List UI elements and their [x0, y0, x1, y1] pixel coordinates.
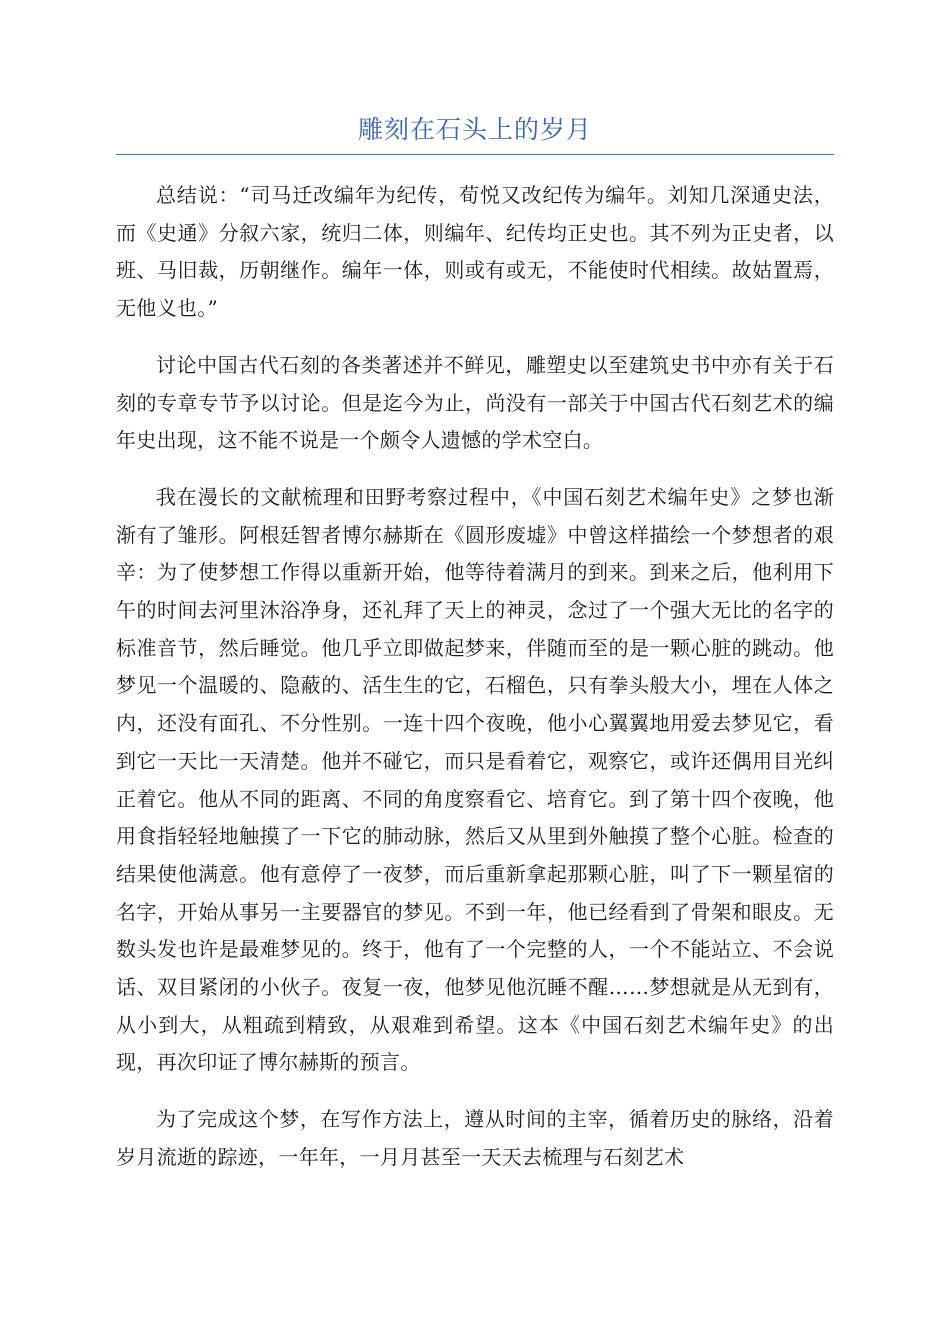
- title-underline: [116, 154, 834, 155]
- paragraph-2: 讨论中国古代石刻的各类著述并不鲜见，雕塑史以至建筑史书中亦有关于石刻的专章专节予以讨论。但是迄今为止，尚没有一部关于中国古代石刻艺术的编年史出现，这不能不说是一个颇令人遗憾的学术空白。: [116, 352, 834, 453]
- paragraph-1: 总结说：“司马迁改编年为纪传，荀悦又改纪传为编年。刘知几深通史法，而《史通》分叙六家，统归二体，则编年、纪传均正史也。其不列为正史者，以班、马旧裁，历朝继作。编年一体，则或有或无，不能使时代相续。故姑置焉，无他义也。”: [116, 183, 834, 321]
- document-title: 雕刻在石头上的岁月: [357, 115, 592, 144]
- paragraph-4: 为了完成这个梦，在写作方法上，遵从时间的主宰，循着历史的脉络，沿着岁月流逝的踪迹，一年年，一月月甚至一天天去梳理与石刻艺术: [116, 1107, 834, 1169]
- document-page: [116, 112, 834, 1196]
- paragraph-3: 我在漫长的文献梳理和田野考察过程中，《中国石刻艺术编年史》之梦也渐渐有了雏形。阿根廷智者博尔赫斯在《圆形废墟》中曾这样描绘一个梦想者的艰辛：为了使梦想工作得以重新开始，他等待着满月的到来。到来之后，他利用下午的时间去河里沐浴净身，还礼拜了天上的神灵，念过了一个强大无比的名字的标准音节，然后睡觉。他几乎立即做起梦来，伴随而至的是一颗心脏的跳动。他梦见一个温暖的、隐蔽的、活生生的它，石榴色，只有拳头般大小，埋在人体之内，还没有面孔、不分性别。一连十四个夜晚，他小心翼翼地用爱去梦见它，看到它一天比一天清楚。他并不碰它，而只是看着它，观察它，或许还偶用目光纠正着它。他从不同的距离、不同的角度察看它、培育它。到了第十四个夜晚，他用食指轻轻地触摸了一下它的肺动脉，然后又从里到外触摸了整个心脏。检查的结果使他满意。他有意停了一夜梦，而后重新拿起那颗心脏，叫了下一颗星宿的名字，开始从事另一主要器官的梦见。不到一年，他已经看到了骨架和眼皮。无数头发也许是最难梦见的。终于，他有了一个完整的人，一个不能站立、不会说话、双目紧闭的小伙子。夜复一夜，他梦见他沉睡不醒……梦想就是从无到有，从小到大，从粗疏到精致，从艰难到希望。这本《中国石刻艺术编年史》的出现，再次印证了博尔赫斯的预言。: [116, 484, 834, 1075]
